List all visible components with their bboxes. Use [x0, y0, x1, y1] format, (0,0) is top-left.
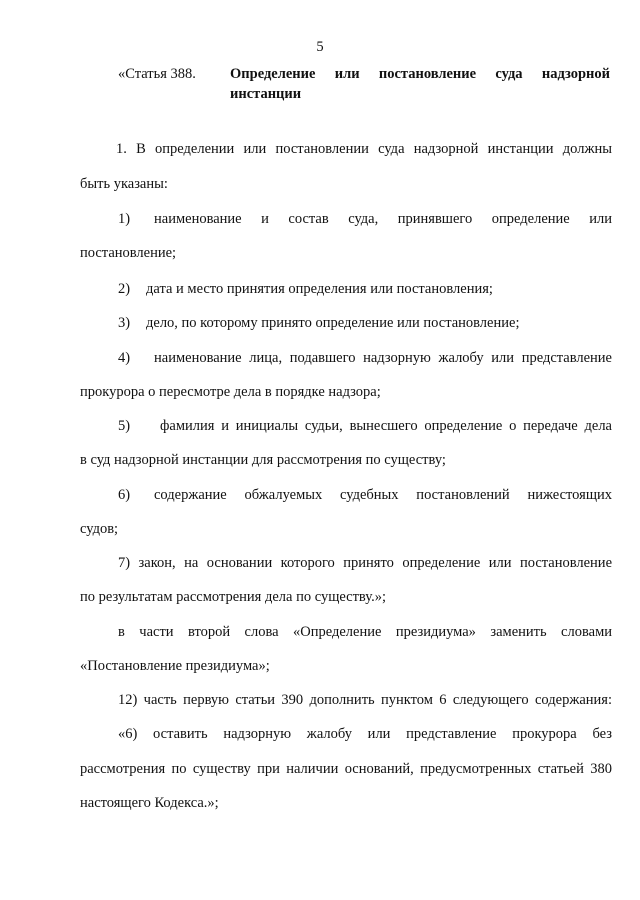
list-item-number: 1) — [118, 211, 131, 227]
list-item-text: 7) закон, на основании которого принято определение или постановление — [118, 555, 612, 571]
amendment-line: в части второй слова «Определение президиума» заменить словами — [118, 624, 612, 640]
article-heading-prefix: «Статья 388. — [118, 66, 196, 82]
list-item-number: 3) — [118, 315, 131, 331]
amendment-line-cont: рассмотрения по существу при наличии оснований, предусмотренных статьей 380 — [80, 761, 612, 777]
amendment-line-cont: «Постановление президиума»; — [80, 658, 270, 674]
paragraph-line: 1. В определении или постановлении суда надзорной инстанции должны — [116, 141, 612, 157]
list-item-text: наименование лица, подавшего надзорную жалобу или представление — [154, 350, 612, 366]
amendment-line: «6) оставить надзорную жалобу или представление прокурора без — [118, 726, 612, 742]
page-number: 5 — [316, 39, 324, 55]
amendment-line-cont: настоящего Кодекса.»; — [80, 795, 219, 811]
amendment-line: 12) часть первую статьи 390 дополнить пунктом 6 следующего содержания: — [118, 692, 612, 708]
list-item-text: фамилия и инициалы судьи, вынесшего определение о передаче дела — [160, 418, 612, 434]
list-item-number: 4) — [118, 350, 131, 366]
paragraph-line: быть указаны: — [80, 176, 168, 192]
list-item-number: 2) — [118, 281, 131, 297]
list-item-text-cont: прокурора о пересмотре дела в порядке надзора; — [80, 384, 381, 400]
list-item-number: 6) — [118, 487, 131, 503]
list-item-text: дата и место принятия определения или постановления; — [146, 281, 493, 297]
list-item-text: содержание обжалуемых судебных постановлений нижестоящих — [154, 487, 612, 503]
article-heading-title: Определение или постановление суда надзорной — [230, 66, 610, 82]
list-item-text-cont: судов; — [80, 521, 119, 537]
list-item-text-cont: в суд надзорной инстанции для рассмотрения по существу; — [80, 452, 446, 468]
list-item-text: наименование и состав суда, принявшего определение или — [154, 211, 612, 227]
list-item-text: дело, по которому принято определение или постановление; — [146, 315, 520, 331]
list-item-text-cont: по результатам рассмотрения дела по существу.»; — [80, 589, 386, 605]
article-heading-title-cont: инстанции — [230, 86, 302, 102]
list-item-text-cont: постановление; — [80, 245, 177, 261]
list-item-number: 5) — [118, 418, 131, 434]
